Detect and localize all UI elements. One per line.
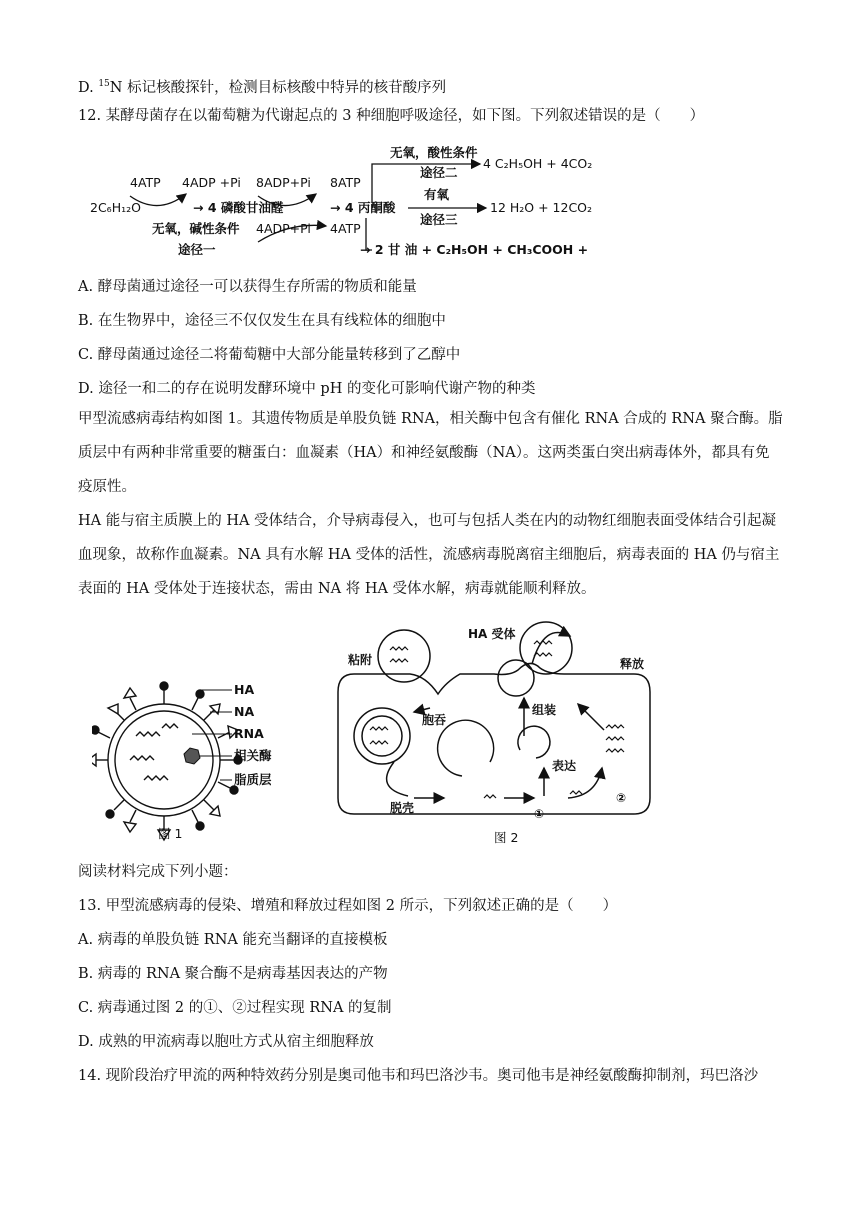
condition-path1: 无氧，碱性条件: [152, 221, 240, 236]
path2-products: 4 C₂H₅OH + 4CO₂: [483, 156, 593, 171]
figure-2-infection-cycle: [334, 612, 674, 848]
rna-segment: [130, 756, 154, 760]
label-ha: HA: [234, 682, 255, 697]
release-arrow: [532, 633, 570, 665]
glucose-label: 2C₆H₁₂O: [90, 200, 141, 215]
adp-input-label: 8ADP+Pi: [256, 175, 311, 190]
path1-label: 途径一: [178, 242, 216, 257]
atp-output-label: 8ATP: [330, 175, 361, 190]
q13-option-d: D. 成熟的甲流病毒以胞吐方式从宿主细胞释放: [78, 1034, 374, 1050]
q12-option-d: D. 途径一和二的存在说明发酵环境中 pH 的变化可影响代谢产物的种类: [78, 381, 536, 397]
rna-fragments: [370, 641, 624, 798]
assembling-particle: [518, 726, 550, 758]
respiration-pathway-diagram: [90, 138, 610, 260]
label-rna: RNA: [234, 726, 264, 741]
endosome-exit: [387, 762, 408, 796]
q13-option-a: A. 病毒的单股负链 RNA 能充当翻译的直接模板: [78, 932, 388, 948]
reading-prompt: 阅读材料完成下列小题：: [78, 864, 238, 880]
label-step1: ①: [534, 807, 545, 821]
q13-stem: 13. 甲型流感病毒的侵染、增殖和释放过程如图 2 所示，下列叙述正确的是（ ）: [78, 898, 618, 914]
condition-path2: 无氧，酸性条件: [390, 145, 478, 160]
q12-stem: 12. 某酵母菌存在以葡萄糖为代谢起点的 3 种细胞呼吸途径，如下图。下列叙述错误的是（ ）: [78, 108, 705, 124]
material-paragraph-1: 甲型流感病毒结构如图 1。其遗传物质是单股负链 RNA，相关酶中包含有催化 RNA 合成的 RNA 聚合酶。脂质层中有两种非常重要的糖蛋白：血凝素（HA）和神经氨酸酶（NA）。这两类蛋白突出病毒体外，都具有免疫原性。: [78, 411, 783, 495]
figure-1-caption: 图 1: [158, 826, 183, 841]
q11-option-d: D. $^{15}$N 标记核酸探针，检测目标核酸中特异的核苷酸序列: [78, 79, 447, 96]
enzyme-hexagon: [184, 748, 200, 764]
atp-input-label: 4ATP: [130, 175, 161, 190]
rna-segment: [162, 724, 178, 728]
adp-output-label: 4ADP +Pi: [182, 175, 241, 190]
material-paragraph-2: HA 能与宿主质膜上的 HA 受体结合，介导病毒侵入，也可与包括人类在内的动物红细胞表面受体结合引起凝血现象，故称作血凝素。NA 具有水解 HA 受体的活性，流感病毒脱离宿主细胞后，病毒表面的 HA 仍与宿主表面的 HA 受体处于连接状态，需由 NA 将 HA 受体水解，病毒就能顺利释放。: [78, 513, 780, 597]
engulf-arrow: [414, 708, 430, 712]
condition-path3: 有氧: [424, 187, 450, 202]
label-uncoat: 脱壳: [390, 801, 415, 815]
label-engulf: 胞吞: [422, 713, 447, 727]
figure-1-virus-structure: [92, 672, 292, 844]
atp-output2-label: 4ATP: [330, 221, 361, 236]
figure-2-caption: 图 2: [494, 830, 519, 845]
rna-segment: [136, 732, 160, 736]
q13-option-c: C. 病毒通过图 2 的①、②过程实现 RNA 的复制: [78, 1000, 392, 1016]
label-na: NA: [234, 704, 255, 719]
g3p-label: → 4 磷酸甘油醛: [193, 200, 284, 215]
pyruvate-label: → 4 丙酮酸: [330, 200, 396, 215]
q12-option-a: A. 酵母菌通过途径一可以获得生存所需的物质和能量: [78, 279, 417, 295]
label-receptor: HA 受体: [468, 627, 516, 641]
adp-input2-label: 4ADP+Pi: [256, 221, 311, 236]
host-cell-membrane: [338, 663, 650, 814]
label-assemble: 组装: [532, 703, 557, 717]
label-express: 表达: [552, 759, 577, 773]
path3-label: 途径三: [420, 212, 458, 227]
q12-option-c: C. 酵母菌通过途径二将葡萄糖中大部分能量转移到了乙醇中: [78, 347, 461, 363]
label-enzyme: 相关酶: [234, 748, 272, 763]
label-lipid: 脂质层: [234, 772, 272, 787]
to-membrane-arrow: [578, 704, 604, 730]
label-step2: ②: [616, 791, 627, 805]
label-attach: 粘附: [348, 653, 373, 667]
budding-virus: [498, 660, 534, 696]
path1-products: → 2 甘 油 + C₂H₅OH + CH₃COOH +: [360, 242, 589, 257]
virus-lipid-envelope: [108, 704, 220, 816]
rna-segment: [144, 776, 168, 780]
label-release: 释放: [620, 657, 645, 671]
path3-products: 12 H₂O + 12CO₂: [490, 200, 593, 215]
q14-stem: 14. 现阶段治疗甲流的两种特效药分别是奥司他韦和玛巴洛沙韦。奥司他韦是神经氨酸酶抑制剂，玛巴洛沙: [78, 1068, 759, 1084]
released-virus: [520, 622, 572, 674]
uncoating-vesicle: [438, 720, 494, 776]
q12-option-b: B. 在生物界中，途径三不仅仅发生在具有线粒体的细胞中: [78, 313, 446, 329]
q13-option-b: B. 病毒的 RNA 聚合酶不是病毒基因表达的产物: [78, 966, 388, 982]
path2-label: 途径二: [420, 165, 458, 180]
